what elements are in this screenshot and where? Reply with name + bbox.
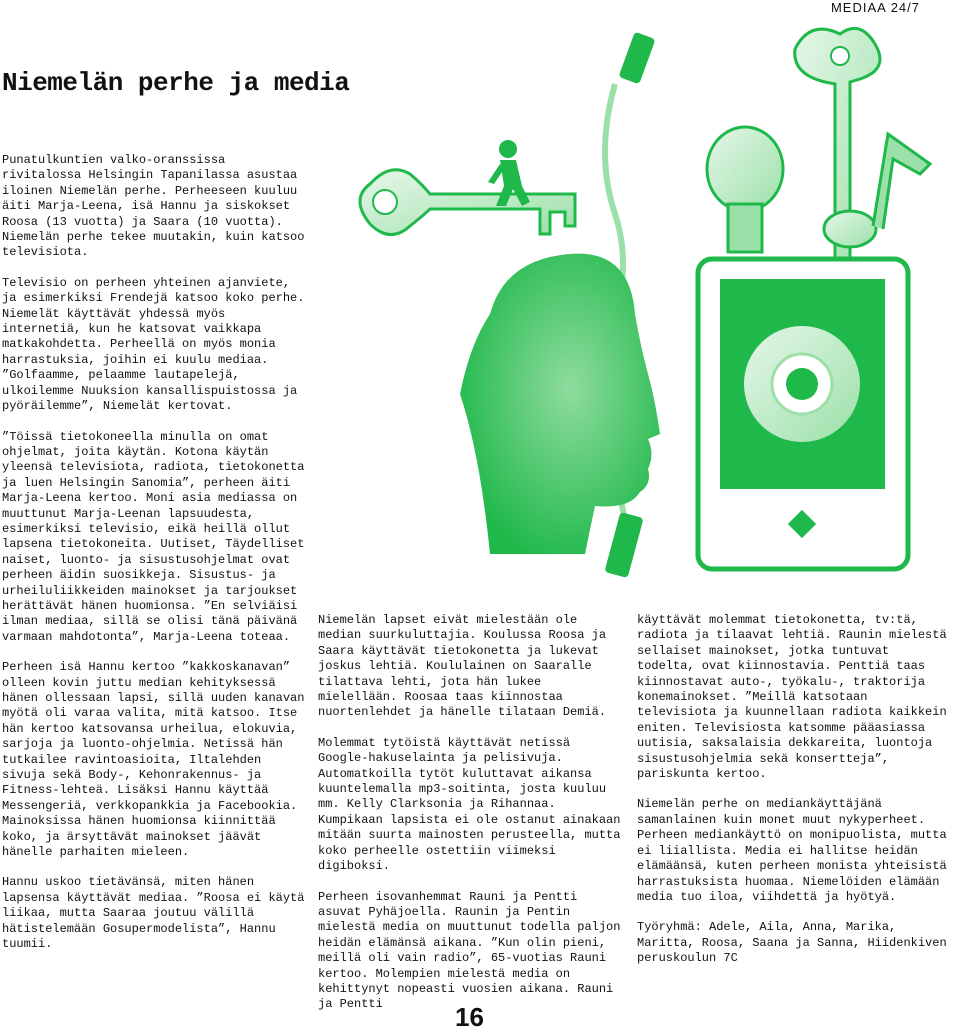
key-icon xyxy=(360,170,575,235)
paragraph: Hannu uskoo tietävänsä, miten hänen lapsensa käyttävät mediaa. ”Roosa ei käytä liikaa, mutta Saaraa joutuu välillä hätistelemään Gosupermodelista”, Hannu tuumii. xyxy=(2,875,305,952)
paragraph: Perheen isovanhemmat Rauni ja Pentti asuvat Pyhäjoella. Raunin ja Pentin mielestä media on muuttunut todella paljon heidän elämänsä aikana. ”Kun olin pieni, meillä oli vain radio”, 65-vuotias Rauni kertoo. Molempien mielestä media on kehittynyt nopeasti vuosien aikana. Rauni ja Pentti xyxy=(318,889,621,1012)
paragraph: Työryhmä: Adele, Aila, Anna, Marika, Maritta, Roosa, Saana ja Sanna, Hiidenkiven peruskoulun 7C xyxy=(637,920,947,966)
paragraph: Televisio on perheen yhteinen ajanviete, ja esimerkiksi Frendejä katsoo koko perhe. Niemelät käyttävät yhdessä myös internetiä, kun he katsovat vaikkapa matkakohdetta. Perheellä on myös monia harrastuksia, joihin ei kuulu mediaa. ”Golfaamme, pelaamme lautapelejä, ulkoilemme Nuuksion kansallispuistossa ja pyöräilemme”, Niemelät kertovat. xyxy=(2,275,305,414)
paragraph: ”Töissä tietokoneella minulla on omat ohjelmat, joita käytän. Kotona käytän yleensä televisiota, radiota, tietokonetta ja luen Helsingin Sanomia”, perheen äiti Marja-Leena kertoo. Moni asia mediassa on muuttunut Marja-Leenan lapsuudesta, esimerkiksi televisio, eikä heillä ollut lapsena tietokoneita. Uutiset, Täydelliset naiset, luonto- ja sisustusohjelmat ovat perheen äidin suosikkeja. Sisustus- ja urheiluliikkeiden mainokset ja tarjoukset herättävät hänen huomionsa. ”En selviäisi ilman mediaa, sillä se olisi tänä päivänä varmaan mahdotonta”, Marja-Leena toteaa. xyxy=(2,429,305,644)
head-silhouette-icon xyxy=(460,254,660,554)
paragraph: Niemelän lapset eivät mielestään ole median suurkuluttajia. Koulussa Roosa ja Saara käyttävät tietokonetta ja lukevat joskus lehtiä. Koululainen on Saaralle tilattava lehti, jota hän lukee mielellään. Roosaa taas kiinnostaa nuortenlehdet ja hänelle tilataan Demiä. xyxy=(318,613,607,720)
paragraph: Molemmat tytöistä käyttävät netissä Google-hakuselainta ja pelisivuja. Automatkoilla tytöt kuluttavat aikansa kuuntelemalla mp3-soitinta, josta kuuluu mm. Kelly Clarksonia ja Rihannaa. Kumpikaan lapsista ei ole ostanut ainakaan mitään suurta mainosten perusteella, mutta koko perheelle ostettiin viimeksi digiboksi. xyxy=(318,735,621,874)
paragraph: Perheen isä Hannu kertoo ”kakkoskanavan” olleen kovin juttu median kehityksessä hänen ollessaan lapsi, sillä uuden kanavan myötä oli varaa valita, mitä katsoo. Itse hän kertoo katsovansa urheilua, elokuvia, sarjoja ja luonto-ohjelmia. Netissä hän tutkailee ravintoasioita, Iltalehden sivuja sekä Body-, Kehonrakennus- ja Fitness-lehteä. Lisäksi Hannu käyttää Messengeriä, verkkopankkia ja Facebookia. Mainoksissa hänen huomionsa kiinnittää koko, ja ärsyttävät mainokset jäävät hänelle parhaiten mieleen. xyxy=(2,660,305,860)
column-2 xyxy=(318,613,623,1028)
page-number: 16 xyxy=(455,1002,484,1032)
page-title: Niemelän perhe ja media xyxy=(2,68,350,98)
tablet-device-icon xyxy=(698,259,908,569)
media-illustration xyxy=(330,14,950,604)
paragraph: Punatulkuntien valko-oranssissa rivitalossa Helsingin Tapanilassa asustaa iloinen Niemelän perhe. Perheeseen kuuluu äiti Marja-Leena, isä Hannu ja siskokset Roosa (13 vuotta) ja Saara (10 vuotta). Niemelän perhe tekee muutakin, kuin katsoo televisiota. xyxy=(2,153,305,260)
light-bulb-icon xyxy=(707,127,783,252)
column-3 xyxy=(637,613,947,982)
page-header: MEDIAA 24/7 xyxy=(830,0,920,15)
paragraph: käyttävät molemmat tietokonetta, tv:tä, radiota ja tilaavat lehtiä. Raunin mielestä sellaiset mainokset, jotka tuntuvat todelta, ovat kiinnostavia. Penttiä taas kiinnostavat auto-, työkalu-, traktorija konemainokset. ”Meillä katsotaan televisiota ja kuunnellaan radiota kaikkein eniten. Televisiosta katsomme pääasiassa uutisia, saksalaisia dekkareita, luontoja sisustusohjelmia sekä konsertteja”, pariskunta kertoo. xyxy=(637,613,947,782)
paragraph: Niemelän perhe on mediankäyttäjänä samanlainen kuin monet muut nykyperheet. Perheen mediankäyttö on monipuolista, mutta ei liiallista. Media ei hallitse heidän elämäänsä, kuten perheen monista yhteisistä harrastuksista huomaa. Niemelöiden elämään media tuo iloa, viihdettä ja hyötyä. xyxy=(637,797,947,904)
column-1 xyxy=(2,153,306,968)
